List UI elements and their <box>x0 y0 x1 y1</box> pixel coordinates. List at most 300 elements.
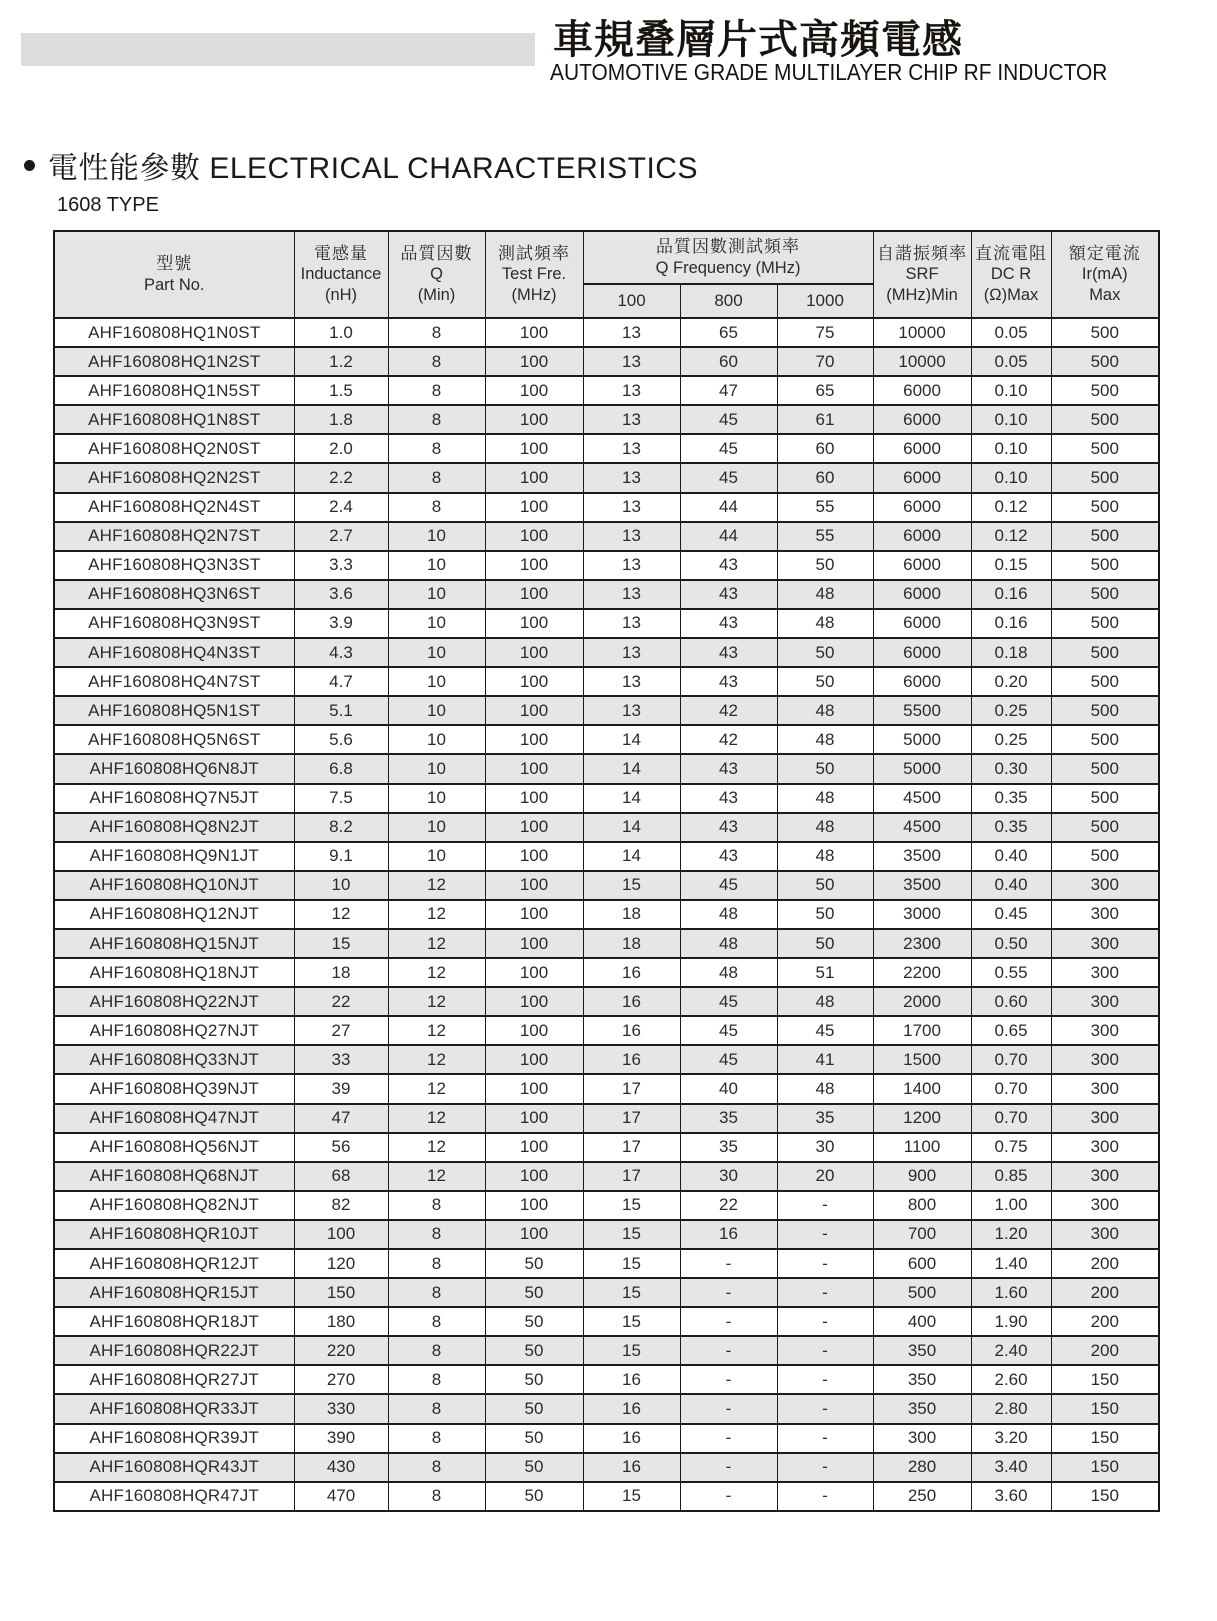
cell-q-at-100: 13 <box>583 347 680 376</box>
cell-part-no: AHF160808HQ82NJT <box>54 1191 294 1220</box>
table-row <box>54 1162 1159 1191</box>
cell-q-at-1000: - <box>777 1336 873 1365</box>
col-header-test-fre <box>485 231 583 318</box>
cell-q-min: 12 <box>388 1074 485 1103</box>
cell-test-fre: 100 <box>485 842 583 871</box>
cell-inductance: 56 <box>294 1133 388 1162</box>
cell-q-at-800: 43 <box>680 754 777 783</box>
cell-q-min: 10 <box>388 813 485 842</box>
cell-q-at-800: - <box>680 1424 777 1453</box>
cell-ir-max: 300 <box>1051 1016 1159 1045</box>
cell-dcr-max: 0.05 <box>971 318 1051 347</box>
cell-inductance: 1.5 <box>294 376 388 405</box>
cell-srf-min: 4500 <box>873 813 971 842</box>
cell-q-min: 12 <box>388 987 485 1016</box>
table-row <box>54 434 1159 463</box>
cell-srf-min: 5000 <box>873 754 971 783</box>
cell-ir-max: 500 <box>1051 754 1159 783</box>
cell-dcr-max: 0.05 <box>971 347 1051 376</box>
cell-test-fre: 50 <box>485 1365 583 1394</box>
cell-test-fre: 100 <box>485 987 583 1016</box>
cell-q-min: 8 <box>388 1278 485 1307</box>
cell-part-no: AHF160808HQR12JT <box>54 1249 294 1278</box>
cell-part-no: AHF160808HQ2N0ST <box>54 434 294 463</box>
cell-ir-max: 300 <box>1051 1220 1159 1249</box>
cell-srf-min: 600 <box>873 1249 971 1278</box>
table-row <box>54 1307 1159 1336</box>
table-row <box>54 667 1159 696</box>
cell-q-at-800: 45 <box>680 871 777 900</box>
table-row <box>54 318 1159 347</box>
cell-srf-min: 6000 <box>873 522 971 551</box>
page-title-zh: 車規叠層片式高頻電感 <box>553 18 963 62</box>
cell-srf-min: 6000 <box>873 405 971 434</box>
cell-srf-min: 280 <box>873 1453 971 1482</box>
cell-dcr-max: 0.20 <box>971 667 1051 696</box>
col-header-q-frequency-zh: 品質因數測試頻率 <box>656 237 801 257</box>
cell-q-min: 12 <box>388 900 485 929</box>
table-row <box>54 958 1159 987</box>
cell-dcr-max: 0.85 <box>971 1162 1051 1191</box>
cell-q-at-800: 22 <box>680 1191 777 1220</box>
cell-inductance: 3.6 <box>294 580 388 609</box>
table-row <box>54 1074 1159 1103</box>
table-body <box>54 318 1159 1511</box>
col-header-q-en: Q <box>430 265 443 284</box>
cell-test-fre: 100 <box>485 725 583 754</box>
cell-srf-min: 6000 <box>873 551 971 580</box>
cell-test-fre: 100 <box>485 638 583 667</box>
cell-inductance: 1.8 <box>294 405 388 434</box>
table-row <box>54 842 1159 871</box>
cell-ir-max: 500 <box>1051 318 1159 347</box>
cell-part-no: AHF160808HQ7N5JT <box>54 784 294 813</box>
cell-q-at-100: 13 <box>583 376 680 405</box>
cell-part-no: AHF160808HQ10NJT <box>54 871 294 900</box>
cell-srf-min: 250 <box>873 1482 971 1511</box>
cell-dcr-max: 0.65 <box>971 1016 1051 1045</box>
col-header-srf-zh: 自諧振頻率 <box>877 243 968 263</box>
table-row <box>54 347 1159 376</box>
cell-srf-min: 2000 <box>873 987 971 1016</box>
cell-test-fre: 100 <box>485 493 583 522</box>
cell-srf-min: 900 <box>873 1162 971 1191</box>
cell-dcr-max: 3.60 <box>971 1482 1051 1511</box>
cell-q-at-1000: - <box>777 1249 873 1278</box>
cell-q-at-1000: 50 <box>777 638 873 667</box>
col-header-ir <box>1051 231 1159 318</box>
cell-q-at-100: 16 <box>583 1365 680 1394</box>
cell-q-at-1000: 45 <box>777 1016 873 1045</box>
cell-part-no: AHF160808HQ6N8JT <box>54 754 294 783</box>
cell-q-at-1000: 20 <box>777 1162 873 1191</box>
cell-q-at-100: 16 <box>583 1394 680 1423</box>
table-row <box>54 1482 1159 1511</box>
cell-part-no: AHF160808HQ15NJT <box>54 929 294 958</box>
cell-dcr-max: 2.80 <box>971 1394 1051 1423</box>
cell-q-min: 10 <box>388 522 485 551</box>
cell-part-no: AHF160808HQ1N2ST <box>54 347 294 376</box>
cell-test-fre: 100 <box>485 958 583 987</box>
cell-dcr-max: 0.35 <box>971 813 1051 842</box>
cell-dcr-max: 0.75 <box>971 1133 1051 1162</box>
cell-q-at-1000: 35 <box>777 1104 873 1133</box>
cell-q-at-100: 15 <box>583 1220 680 1249</box>
cell-part-no: AHF160808HQ1N0ST <box>54 318 294 347</box>
cell-q-min: 8 <box>388 1307 485 1336</box>
cell-q-at-1000: - <box>777 1453 873 1482</box>
table-header <box>54 231 1159 318</box>
table-row <box>54 784 1159 813</box>
cell-dcr-max: 0.40 <box>971 871 1051 900</box>
cell-dcr-max: 0.10 <box>971 463 1051 492</box>
cell-part-no: AHF160808HQ5N1ST <box>54 696 294 725</box>
cell-q-at-100: 13 <box>583 318 680 347</box>
table-row <box>54 1045 1159 1074</box>
cell-dcr-max: 1.60 <box>971 1278 1051 1307</box>
cell-ir-max: 300 <box>1051 1045 1159 1074</box>
cell-q-at-100: 17 <box>583 1162 680 1191</box>
table-row <box>54 696 1159 725</box>
cell-srf-min: 1100 <box>873 1133 971 1162</box>
table-row <box>54 551 1159 580</box>
cell-q-at-800: - <box>680 1336 777 1365</box>
cell-inductance: 12 <box>294 900 388 929</box>
cell-test-fre: 100 <box>485 609 583 638</box>
cell-srf-min: 10000 <box>873 347 971 376</box>
cell-q-at-100: 14 <box>583 784 680 813</box>
cell-q-min: 12 <box>388 1045 485 1074</box>
cell-dcr-max: 0.70 <box>971 1045 1051 1074</box>
cell-inductance: 430 <box>294 1453 388 1482</box>
table-row <box>54 376 1159 405</box>
cell-inductance: 47 <box>294 1104 388 1133</box>
cell-q-at-100: 16 <box>583 1016 680 1045</box>
cell-part-no: AHF160808HQ27NJT <box>54 1016 294 1045</box>
cell-inductance: 2.2 <box>294 463 388 492</box>
cell-q-at-100: 16 <box>583 1453 680 1482</box>
cell-test-fre: 100 <box>485 1162 583 1191</box>
cell-inductance: 22 <box>294 987 388 1016</box>
cell-q-at-1000: 48 <box>777 696 873 725</box>
cell-q-min: 10 <box>388 725 485 754</box>
cell-inductance: 4.7 <box>294 667 388 696</box>
cell-q-at-800: - <box>680 1365 777 1394</box>
cell-test-fre: 100 <box>485 580 583 609</box>
col-header-q-unit: (Min) <box>417 286 456 305</box>
cell-q-at-100: 15 <box>583 1249 680 1278</box>
cell-q-at-1000: 48 <box>777 609 873 638</box>
cell-srf-min: 350 <box>873 1336 971 1365</box>
col-header-dcr <box>971 231 1051 318</box>
cell-q-at-100: 15 <box>583 1307 680 1336</box>
cell-q-min: 8 <box>388 1220 485 1249</box>
cell-test-fre: 100 <box>485 463 583 492</box>
cell-inductance: 9.1 <box>294 842 388 871</box>
table-row <box>54 929 1159 958</box>
col-header-q-freq-1000: 1000 <box>777 284 873 318</box>
cell-q-min: 12 <box>388 1104 485 1133</box>
cell-srf-min: 1700 <box>873 1016 971 1045</box>
cell-test-fre: 100 <box>485 871 583 900</box>
cell-ir-max: 300 <box>1051 900 1159 929</box>
cell-q-min: 8 <box>388 1394 485 1423</box>
cell-test-fre: 100 <box>485 1104 583 1133</box>
cell-q-at-1000: 55 <box>777 522 873 551</box>
cell-q-at-100: 16 <box>583 1045 680 1074</box>
cell-q-at-1000: 50 <box>777 667 873 696</box>
cell-ir-max: 150 <box>1051 1453 1159 1482</box>
table-row <box>54 405 1159 434</box>
cell-q-min: 10 <box>388 842 485 871</box>
cell-part-no: AHF160808HQ3N9ST <box>54 609 294 638</box>
cell-srf-min: 1200 <box>873 1104 971 1133</box>
cell-q-at-100: 17 <box>583 1074 680 1103</box>
cell-ir-max: 150 <box>1051 1365 1159 1394</box>
cell-part-no: AHF160808HQ2N7ST <box>54 522 294 551</box>
cell-q-at-1000: 60 <box>777 463 873 492</box>
table-row <box>54 1104 1159 1133</box>
section-heading <box>24 143 698 187</box>
cell-part-no: AHF160808HQR10JT <box>54 1220 294 1249</box>
cell-test-fre: 100 <box>485 434 583 463</box>
cell-srf-min: 1500 <box>873 1045 971 1074</box>
cell-q-at-800: 43 <box>680 667 777 696</box>
cell-q-at-100: 15 <box>583 1191 680 1220</box>
col-header-inductance <box>294 231 388 318</box>
cell-test-fre: 100 <box>485 405 583 434</box>
cell-inductance: 220 <box>294 1336 388 1365</box>
cell-inductance: 330 <box>294 1394 388 1423</box>
cell-q-at-800: 43 <box>680 784 777 813</box>
cell-srf-min: 3000 <box>873 900 971 929</box>
cell-srf-min: 700 <box>873 1220 971 1249</box>
cell-part-no: AHF160808HQR27JT <box>54 1365 294 1394</box>
cell-q-at-100: 13 <box>583 434 680 463</box>
cell-q-at-800: - <box>680 1482 777 1511</box>
cell-test-fre: 50 <box>485 1482 583 1511</box>
cell-srf-min: 5500 <box>873 696 971 725</box>
cell-part-no: AHF160808HQ1N8ST <box>54 405 294 434</box>
cell-srf-min: 6000 <box>873 376 971 405</box>
col-header-inductance-zh: 電感量 <box>314 243 368 263</box>
bullet-icon <box>24 160 35 171</box>
cell-q-at-1000: - <box>777 1220 873 1249</box>
cell-ir-max: 500 <box>1051 725 1159 754</box>
cell-q-at-800: 47 <box>680 376 777 405</box>
cell-inductance: 33 <box>294 1045 388 1074</box>
cell-srf-min: 6000 <box>873 609 971 638</box>
cell-ir-max: 300 <box>1051 1133 1159 1162</box>
cell-ir-max: 500 <box>1051 434 1159 463</box>
col-header-ir-zh: 額定電流 <box>1068 243 1141 263</box>
cell-q-min: 10 <box>388 609 485 638</box>
cell-part-no: AHF160808HQR18JT <box>54 1307 294 1336</box>
cell-dcr-max: 1.90 <box>971 1307 1051 1336</box>
cell-q-at-800: 45 <box>680 1045 777 1074</box>
cell-test-fre: 50 <box>485 1453 583 1482</box>
cell-dcr-max: 0.12 <box>971 493 1051 522</box>
cell-ir-max: 150 <box>1051 1394 1159 1423</box>
col-header-part-no <box>54 231 294 318</box>
section-title: 電性能參數 ELECTRICAL CHARACTERISTICS <box>48 152 698 185</box>
table-row <box>54 725 1159 754</box>
cell-ir-max: 500 <box>1051 696 1159 725</box>
cell-q-at-800: 44 <box>680 493 777 522</box>
cell-q-min: 10 <box>388 696 485 725</box>
cell-test-fre: 100 <box>485 754 583 783</box>
cell-srf-min: 350 <box>873 1365 971 1394</box>
cell-part-no: AHF160808HQ18NJT <box>54 958 294 987</box>
cell-dcr-max: 0.35 <box>971 784 1051 813</box>
cell-srf-min: 2200 <box>873 958 971 987</box>
cell-q-at-100: 14 <box>583 813 680 842</box>
cell-q-at-1000: - <box>777 1424 873 1453</box>
cell-q-at-1000: - <box>777 1482 873 1511</box>
cell-srf-min: 350 <box>873 1394 971 1423</box>
cell-q-at-1000: 48 <box>777 1074 873 1103</box>
header-deco-bar <box>21 33 535 66</box>
cell-q-at-1000: 48 <box>777 842 873 871</box>
cell-ir-max: 500 <box>1051 580 1159 609</box>
cell-part-no: AHF160808HQR22JT <box>54 1336 294 1365</box>
cell-srf-min: 6000 <box>873 434 971 463</box>
cell-q-at-800: 48 <box>680 958 777 987</box>
cell-dcr-max: 0.10 <box>971 376 1051 405</box>
cell-q-at-1000: - <box>777 1278 873 1307</box>
cell-ir-max: 500 <box>1051 813 1159 842</box>
cell-inductance: 18 <box>294 958 388 987</box>
cell-inductance: 2.7 <box>294 522 388 551</box>
cell-q-at-100: 16 <box>583 987 680 1016</box>
cell-q-at-1000: 30 <box>777 1133 873 1162</box>
cell-q-at-1000: 48 <box>777 580 873 609</box>
cell-inductance: 68 <box>294 1162 388 1191</box>
cell-q-at-800: 16 <box>680 1220 777 1249</box>
cell-q-at-800: 42 <box>680 696 777 725</box>
cell-test-fre: 100 <box>485 522 583 551</box>
cell-test-fre: 100 <box>485 1133 583 1162</box>
type-label: 1608 TYPE <box>57 194 159 216</box>
cell-q-at-800: - <box>680 1278 777 1307</box>
cell-dcr-max: 0.60 <box>971 987 1051 1016</box>
cell-q-min: 12 <box>388 871 485 900</box>
cell-q-at-100: 16 <box>583 1424 680 1453</box>
cell-q-at-1000: 65 <box>777 376 873 405</box>
cell-q-at-1000: 55 <box>777 493 873 522</box>
cell-q-at-100: 13 <box>583 609 680 638</box>
cell-inductance: 10 <box>294 871 388 900</box>
col-header-q-freq-100: 100 <box>583 284 680 318</box>
cell-inductance: 6.8 <box>294 754 388 783</box>
page-title-en: AUTOMOTIVE GRADE MULTILAYER CHIP RF INDUCTOR <box>550 59 1108 85</box>
cell-q-at-100: 13 <box>583 463 680 492</box>
cell-part-no: AHF160808HQ47NJT <box>54 1104 294 1133</box>
cell-test-fre: 100 <box>485 900 583 929</box>
cell-q-at-800: 42 <box>680 725 777 754</box>
cell-srf-min: 6000 <box>873 580 971 609</box>
cell-q-at-800: 45 <box>680 405 777 434</box>
cell-inductance: 150 <box>294 1278 388 1307</box>
cell-test-fre: 100 <box>485 1016 583 1045</box>
col-header-q-frequency-en: Q Frequency (MHz) <box>655 258 801 277</box>
cell-q-at-100: 17 <box>583 1104 680 1133</box>
col-header-part-no-en: Part No. <box>143 275 205 294</box>
cell-ir-max: 300 <box>1051 1104 1159 1133</box>
cell-ir-max: 500 <box>1051 376 1159 405</box>
cell-q-at-100: 13 <box>583 551 680 580</box>
table-row <box>54 1278 1159 1307</box>
col-header-srf <box>873 231 971 318</box>
cell-srf-min: 2300 <box>873 929 971 958</box>
cell-srf-min: 1400 <box>873 1074 971 1103</box>
cell-q-min: 8 <box>388 405 485 434</box>
col-header-dcr-en: DC R <box>990 265 1032 284</box>
cell-q-at-800: - <box>680 1453 777 1482</box>
table-row <box>54 638 1159 667</box>
cell-q-at-800: 65 <box>680 318 777 347</box>
table-row <box>54 1191 1159 1220</box>
cell-q-at-1000: 48 <box>777 784 873 813</box>
cell-q-at-800: - <box>680 1307 777 1336</box>
electrical-characteristics-table <box>53 230 1160 1512</box>
cell-q-min: 12 <box>388 929 485 958</box>
cell-inductance: 5.6 <box>294 725 388 754</box>
cell-q-min: 10 <box>388 638 485 667</box>
cell-dcr-max: 0.70 <box>971 1104 1051 1133</box>
col-header-q-freq-800: 800 <box>680 284 777 318</box>
cell-q-at-800: 30 <box>680 1162 777 1191</box>
cell-dcr-max: 0.16 <box>971 609 1051 638</box>
cell-inductance: 2.4 <box>294 493 388 522</box>
cell-part-no: AHF160808HQR15JT <box>54 1278 294 1307</box>
cell-test-fre: 50 <box>485 1336 583 1365</box>
cell-part-no: AHF160808HQ22NJT <box>54 987 294 1016</box>
cell-srf-min: 10000 <box>873 318 971 347</box>
cell-q-min: 8 <box>388 347 485 376</box>
col-header-srf-unit: (MHz)Min <box>886 286 958 305</box>
cell-q-min: 8 <box>388 1453 485 1482</box>
cell-test-fre: 100 <box>485 696 583 725</box>
cell-part-no: AHF160808HQR47JT <box>54 1482 294 1511</box>
col-header-inductance-unit: (nH) <box>324 286 358 305</box>
cell-ir-max: 150 <box>1051 1482 1159 1511</box>
cell-q-at-100: 13 <box>583 522 680 551</box>
cell-inductance: 39 <box>294 1074 388 1103</box>
col-header-inductance-en: Inductance <box>300 265 382 284</box>
cell-dcr-max: 0.55 <box>971 958 1051 987</box>
cell-inductance: 1.0 <box>294 318 388 347</box>
cell-q-at-1000: 75 <box>777 318 873 347</box>
cell-test-fre: 100 <box>485 1045 583 1074</box>
cell-test-fre: 100 <box>485 1074 583 1103</box>
cell-q-at-100: 13 <box>583 580 680 609</box>
cell-ir-max: 300 <box>1051 1191 1159 1220</box>
table-row <box>54 1453 1159 1482</box>
cell-q-at-1000: 50 <box>777 929 873 958</box>
cell-dcr-max: 0.10 <box>971 405 1051 434</box>
cell-q-at-800: - <box>680 1249 777 1278</box>
cell-srf-min: 6000 <box>873 667 971 696</box>
cell-q-at-1000: 50 <box>777 551 873 580</box>
cell-test-fre: 50 <box>485 1249 583 1278</box>
cell-ir-max: 500 <box>1051 493 1159 522</box>
cell-q-at-800: 48 <box>680 900 777 929</box>
cell-dcr-max: 0.25 <box>971 696 1051 725</box>
cell-q-at-100: 14 <box>583 842 680 871</box>
cell-test-fre: 100 <box>485 376 583 405</box>
cell-inductance: 180 <box>294 1307 388 1336</box>
